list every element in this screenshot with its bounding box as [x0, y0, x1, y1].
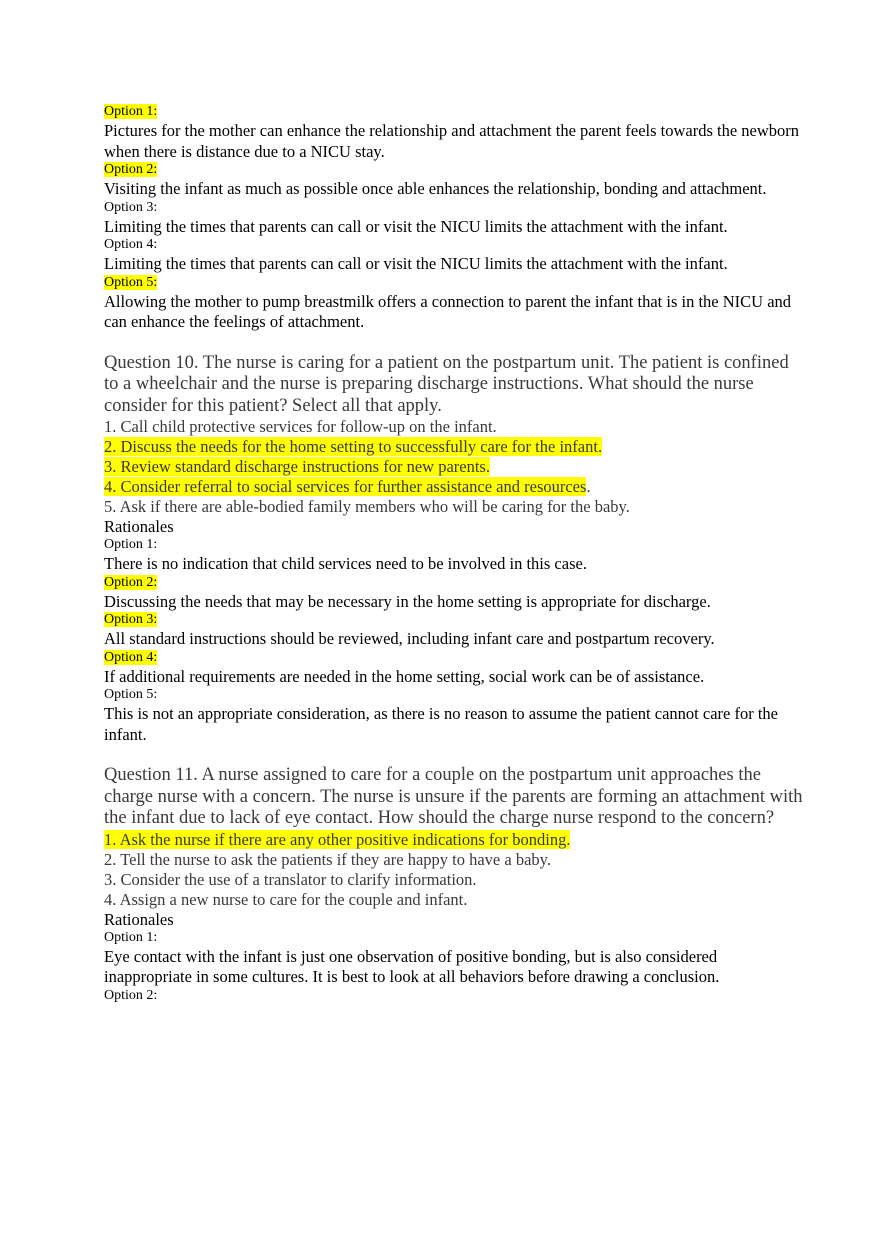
- answer-choice: 1. Call child protective services for follow-up on the infant.: [104, 417, 497, 436]
- rationale-option-text: Pictures for the mother can enhance the relationship and attachment the parent feels towards the newborn when there is distance due to a NICU stay.: [104, 121, 800, 161]
- answer-choice: 4. Assign a new nurse to care for the couple and infant.: [104, 889, 468, 909]
- rationale-option-text: Limiting the times that parents can call or visit the NICU limits the attachment with the infant.: [104, 254, 728, 273]
- answer-choice: 4. Consider referral to social services for further assistance and resources.: [104, 477, 591, 496]
- question-11-title: Question 11. A nurse assigned to care for a couple on the postpartum unit approaches the charge nurse with a concern. The nurse is unsure if the parents are forming an attachment with the infant due to lack of eye contact. How should the charge nurse respond to the concern?: [104, 765, 803, 828]
- question-10-title: Question 10. The nurse is caring for a patient on the postpartum unit. The patient is confined to a wheelchair and the nurse is preparing discharge instructions. What should the nurse consider for this patient? Select all that apply.: [104, 352, 789, 416]
- answer-choice: 3. Review standard discharge instructions for new parents.: [104, 457, 490, 476]
- answer-choice: 3. Consider the use of a translator to clarify information.: [104, 869, 477, 889]
- rationale-option-label: Option 2:: [104, 574, 158, 590]
- rationale-option-label: Option 3:: [104, 612, 158, 627]
- rationale-option-label: Option 4:: [104, 649, 158, 665]
- answer-choice: 1. Ask the nurse if there are any other positive indications for bonding.: [104, 829, 571, 849]
- rationales-heading: Rationales: [104, 909, 174, 929]
- previous-question-rationales: [104, 104, 804, 333]
- rationale-option-text: There is no indication that child services need to be involved in this case.: [104, 554, 587, 573]
- rationale-option-label: Option 1:: [104, 929, 158, 945]
- answer-choice: 2. Discuss the needs for the home setting to successfully care for the infant.: [104, 437, 603, 456]
- question-10: [104, 353, 804, 746]
- rationale-option-text: Allowing the mother to pump breastmilk offers a connection to parent the infant that is in the NICU and can enhance the feelings of attachment.: [104, 291, 792, 331]
- rationale-option-text: If additional requirements are needed in the home setting, social work can be of assistance.: [104, 666, 705, 686]
- rationale-option-label: Option 1:: [104, 537, 158, 552]
- rationale-option-text: This is not an appropriate consideration, as there is no reason to assume the patient cannot care for the infant.: [104, 704, 778, 744]
- rationale-option-label: Option 2:: [104, 987, 158, 1003]
- rationale-option-text: Visiting the infant as much as possible once able enhances the relationship, bonding and attachment.: [104, 179, 767, 198]
- rationale-option-text: Discussing the needs that may be necessary in the home setting is appropriate for discharge.: [104, 591, 711, 611]
- rationales-heading: Rationales: [104, 517, 174, 536]
- answer-choice: 2. Tell the nurse to ask the patients if they are happy to have a baby.: [104, 849, 551, 869]
- rationale-option-label: Option 2:: [104, 162, 158, 177]
- rationale-option-label: Option 5:: [104, 274, 158, 290]
- rationale-option-label: Option 5:: [104, 687, 158, 702]
- rationale-option-label: Option 4:: [104, 237, 158, 252]
- rationale-option-label: Option 1:: [104, 104, 158, 119]
- question-11: [104, 765, 804, 1005]
- rationale-option-label: Option 3:: [104, 199, 158, 215]
- document-page: [104, 104, 804, 1005]
- rationale-option-text: Eye contact with the infant is just one observation of positive bonding, but is also considered inappropriate in some cultures. It is best to look at all behaviors before drawing a conclusion.: [104, 946, 720, 986]
- rationale-option-text: Limiting the times that parents can call or visit the NICU limits the attachment with the infant.: [104, 216, 728, 236]
- answer-choice: 5. Ask if there are able-bodied family members who will be caring for the baby.: [104, 497, 630, 516]
- rationale-option-text: All standard instructions should be reviewed, including infant care and postpartum recovery.: [104, 629, 715, 648]
